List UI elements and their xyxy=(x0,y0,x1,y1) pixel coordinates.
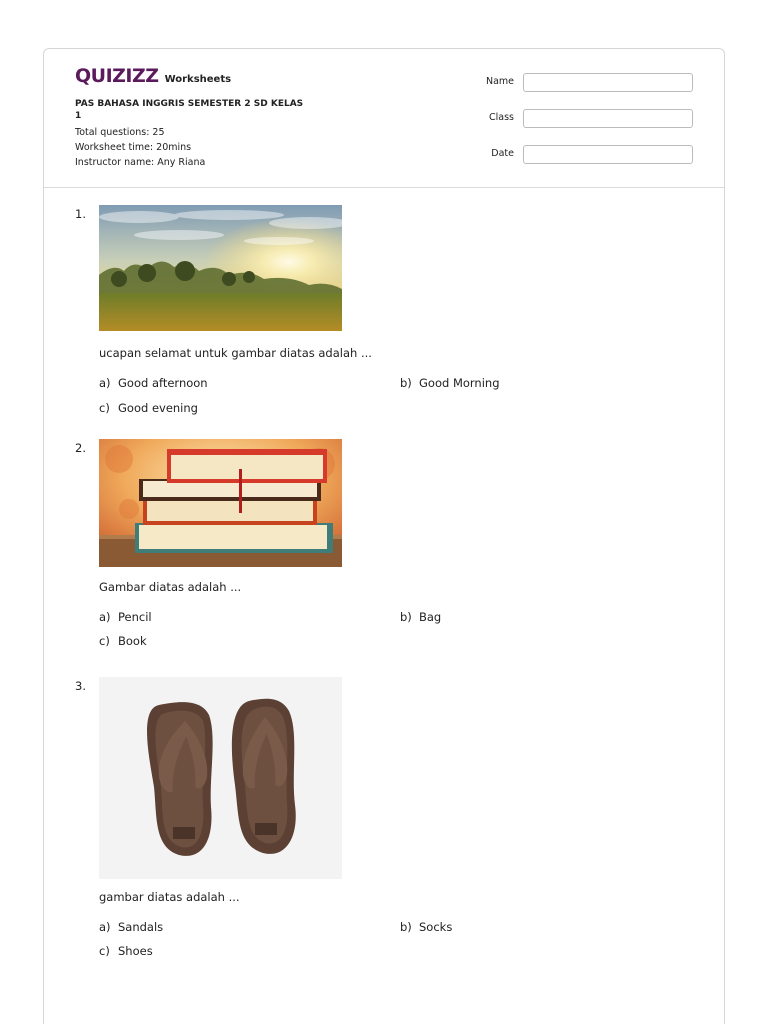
worksheet-time: Worksheet time: 20mins xyxy=(75,142,192,153)
stack-of-books-image xyxy=(99,439,342,567)
option-a[interactable] xyxy=(99,920,163,934)
worksheet-title xyxy=(75,98,315,122)
option-c[interactable] xyxy=(99,401,198,415)
option-b[interactable] xyxy=(400,610,441,624)
option-letter: c) xyxy=(99,401,110,415)
date-label: Date xyxy=(491,148,514,159)
class-field[interactable] xyxy=(523,109,693,128)
option-letter: a) xyxy=(99,610,111,624)
logo-wordmark: QUIZIZZ xyxy=(75,65,159,87)
question-number: 3. xyxy=(75,679,86,693)
question-2 xyxy=(44,439,724,659)
worksheet-meta xyxy=(75,98,315,170)
option-a[interactable] xyxy=(99,376,208,390)
question-text: Gambar diatas adalah ... xyxy=(99,580,242,594)
option-text: Good Morning xyxy=(419,376,500,390)
option-letter: b) xyxy=(400,610,412,624)
option-text: Shoes xyxy=(118,944,153,958)
class-label: Class xyxy=(489,112,514,123)
option-c[interactable] xyxy=(99,634,147,648)
worksheet-title-line-1: PAS BAHASA INGGRIS SEMESTER 2 SD KELAS xyxy=(75,99,304,109)
option-b[interactable] xyxy=(400,376,500,390)
logo-subtitle: Worksheets xyxy=(164,74,232,85)
pair-of-sandals-image xyxy=(99,677,342,879)
worksheet-header xyxy=(44,49,724,188)
option-letter: c) xyxy=(99,944,110,958)
option-text: Sandals xyxy=(118,920,164,934)
option-text: Book xyxy=(118,634,147,648)
sunrise-landscape-image xyxy=(99,205,342,331)
option-letter: b) xyxy=(400,376,412,390)
quizizz-logo xyxy=(75,65,231,87)
question-1 xyxy=(44,205,724,421)
question-text: gambar diatas adalah ... xyxy=(99,890,240,904)
name-label: Name xyxy=(485,76,514,87)
worksheet-page xyxy=(43,48,725,1024)
question-text: ucapan selamat untuk gambar diatas adalah ... xyxy=(99,346,372,360)
option-text: Socks xyxy=(419,920,453,934)
option-c[interactable] xyxy=(99,944,153,958)
option-letter: c) xyxy=(99,634,110,648)
option-b[interactable] xyxy=(400,920,452,934)
name-field[interactable] xyxy=(523,73,693,92)
option-letter: b) xyxy=(400,920,412,934)
question-number: 1. xyxy=(75,207,86,221)
option-text: Good afternoon xyxy=(118,376,208,390)
option-a[interactable] xyxy=(99,610,152,624)
option-text: Good evening xyxy=(118,401,198,415)
question-3 xyxy=(44,677,724,977)
option-text: Pencil xyxy=(118,610,152,624)
instructor-name: Instructor name: Any Riana xyxy=(75,157,206,168)
option-letter: a) xyxy=(99,920,111,934)
date-field[interactable] xyxy=(523,145,693,164)
total-questions: Total questions: 25 xyxy=(75,127,165,138)
worksheet-title-line-2: 1 xyxy=(75,111,82,121)
question-number: 2. xyxy=(75,441,86,455)
option-text: Bag xyxy=(419,610,442,624)
option-letter: a) xyxy=(99,376,111,390)
